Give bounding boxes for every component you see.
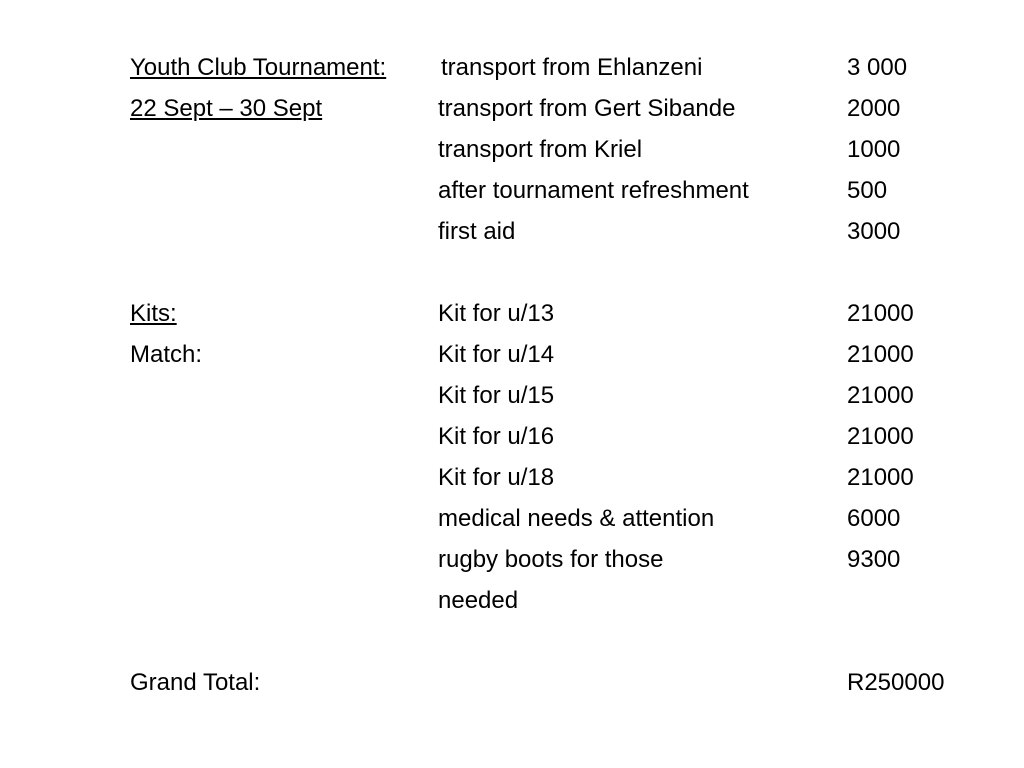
line-item: Kit for u/16 <box>438 423 555 450</box>
budget-row <box>0 457 1024 498</box>
line-item: transport from Gert Sibande <box>438 95 736 122</box>
line-amount: 21000 <box>847 423 914 450</box>
budget-row <box>0 129 1024 170</box>
budget-row <box>0 498 1024 539</box>
budget-row <box>0 211 1024 252</box>
line-amount: 6000 <box>847 505 901 532</box>
line-item: rugby boots for those <box>438 546 664 573</box>
line-amount: 3 000 <box>847 54 908 81</box>
match-label: Match: <box>130 341 203 368</box>
line-item: Kit for u/18 <box>438 464 555 491</box>
line-amount: 21000 <box>847 341 914 368</box>
budget-row <box>0 334 1024 375</box>
line-amount: 21000 <box>847 300 914 327</box>
line-item: Kit for u/15 <box>438 382 555 409</box>
budget-row <box>0 47 1024 88</box>
budget-row <box>0 170 1024 211</box>
grand-total-amount: R250000 <box>847 669 945 696</box>
line-item-continuation: needed <box>438 587 519 614</box>
budget-row <box>0 416 1024 457</box>
line-amount: 3000 <box>847 218 901 245</box>
line-amount: 21000 <box>847 382 914 409</box>
line-item: Kit for u/14 <box>438 341 555 368</box>
grand-total-label: Grand Total: <box>130 669 261 696</box>
line-item: transport from Kriel <box>438 136 643 163</box>
budget-row <box>0 375 1024 416</box>
line-amount: 500 <box>847 177 888 204</box>
section-title: Youth Club Tournament: <box>130 54 387 81</box>
line-amount: 1000 <box>847 136 901 163</box>
line-amount: 21000 <box>847 464 914 491</box>
line-item: transport from Ehlanzeni <box>441 54 703 81</box>
line-amount: 9300 <box>847 546 901 573</box>
budget-row <box>0 293 1024 334</box>
grand-total-row <box>0 662 1024 703</box>
budget-row <box>0 88 1024 129</box>
budget-row <box>0 580 1024 621</box>
line-amount: 2000 <box>847 95 901 122</box>
line-item: Kit for u/13 <box>438 300 555 327</box>
kits-heading: Kits: <box>130 300 177 327</box>
line-item: after tournament refreshment <box>438 177 749 204</box>
line-item: first aid <box>438 218 516 245</box>
budget-row <box>0 539 1024 580</box>
date-range: 22 Sept – 30 Sept <box>130 95 323 122</box>
line-item: medical needs & attention <box>438 505 715 532</box>
